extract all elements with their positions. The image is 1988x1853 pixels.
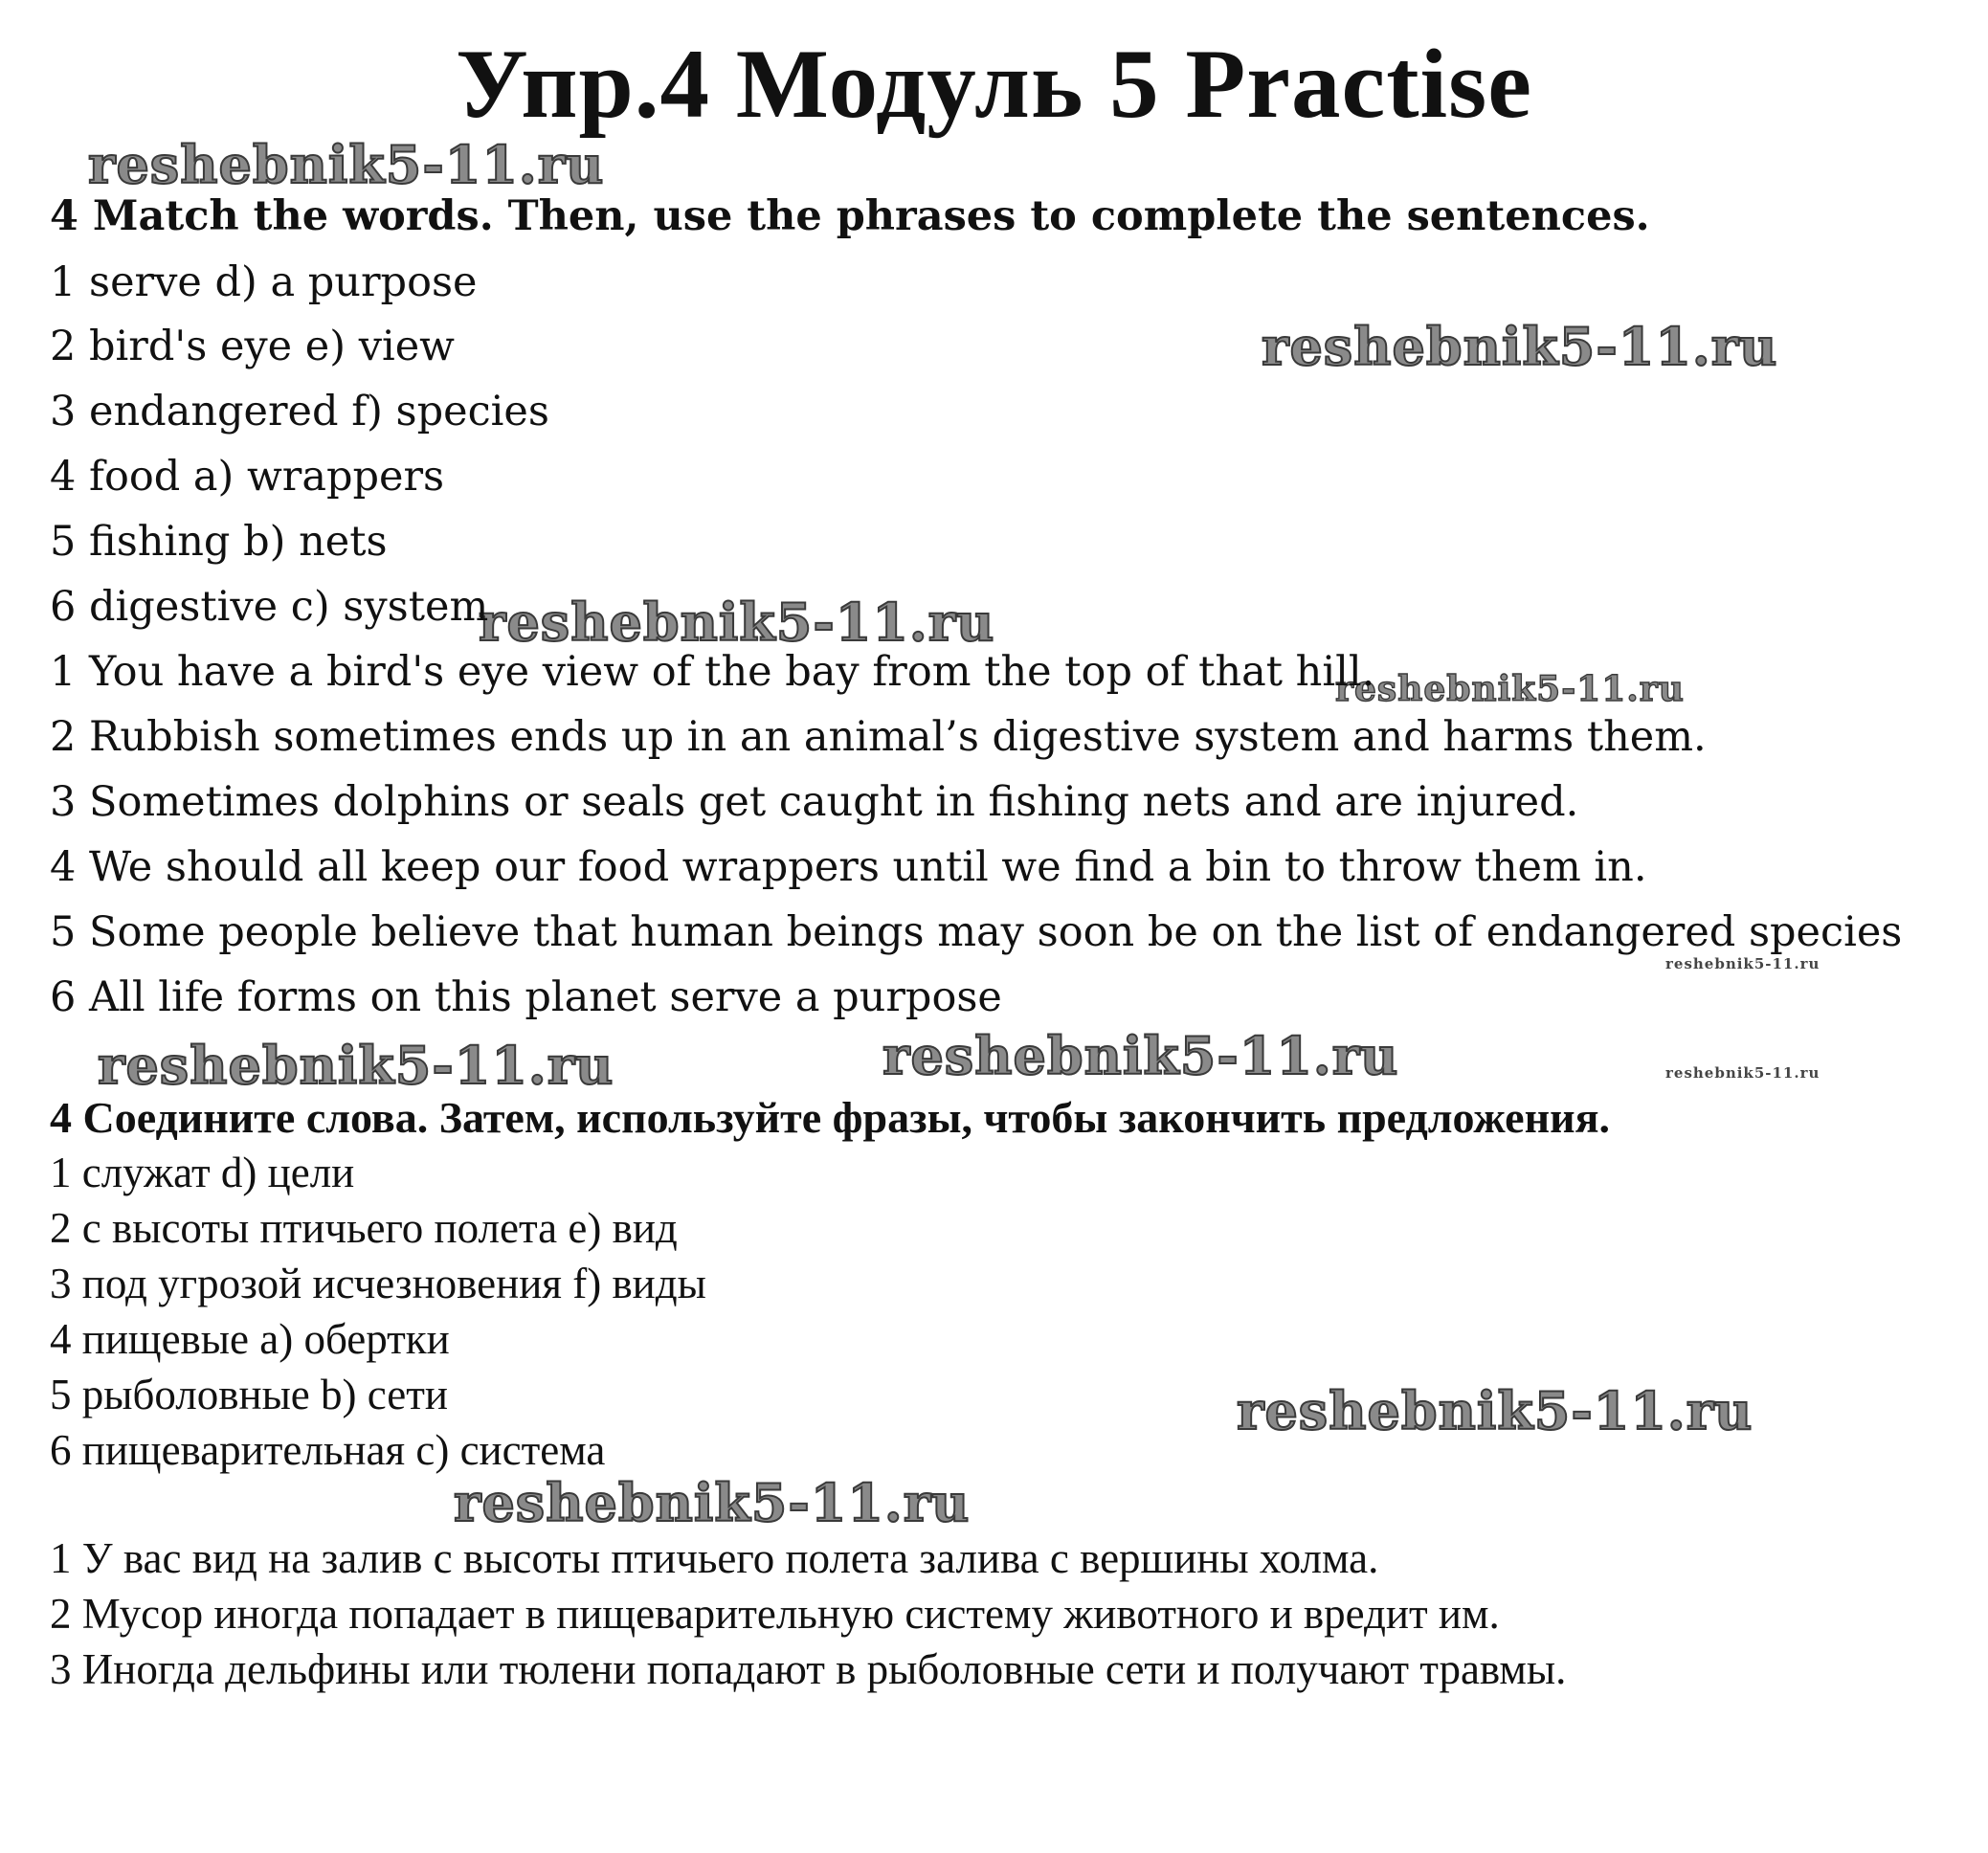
russian-pair: 6 пищеварительная c) система: [50, 1426, 606, 1474]
watermark: reshebnik5-11.ru: [882, 1025, 1399, 1086]
russian-pair: 1 служат d) цели: [50, 1149, 355, 1196]
english-sentence: 1 You have a bird's eye view of the bay from the top of that hill.: [50, 648, 1375, 696]
russian-pair: 2 с высоты птичьего полета e) вид: [50, 1204, 678, 1252]
russian-sentence: 1 У вас вид на залив с высоты птичьего полета залива с вершины холма.: [50, 1534, 1379, 1582]
english-pair: 6 digestive c) system: [50, 583, 489, 631]
english-task-heading: 4 Match the words. Then, use the phrases to complete the sentences.: [50, 192, 1650, 240]
english-pair: 3 endangered f) species: [50, 388, 549, 435]
watermark: reshebnik5-11.ru: [1237, 1380, 1753, 1441]
english-pair: 2 bird's eye e) view: [50, 323, 455, 370]
watermark: reshebnik5-11.ru: [88, 134, 605, 195]
english-pair: 5 fishing b) nets: [50, 518, 388, 566]
watermark: reshebnik5-11.ru: [454, 1472, 971, 1533]
russian-sentence: 2 Мусор иногда попадает в пищеварительную систему животного и вредит им.: [50, 1590, 1500, 1638]
watermark: reshebnik5-11.ru: [1665, 1064, 1820, 1082]
page-title: Упр.4 Модуль 5 Practise: [456, 30, 1532, 139]
russian-pair: 4 пищевые a) обертки: [50, 1315, 450, 1363]
english-sentence: 2 Rubbish sometimes ends up in an animal’s digestive system and harms them.: [50, 713, 1707, 761]
watermark: reshebnik5-11.ru: [1262, 316, 1778, 377]
russian-sentence: 3 Иногда дельфины или тюлени попадают в рыболовные сети и получают травмы.: [50, 1645, 1567, 1693]
english-pair: 1 serve d) a purpose: [50, 258, 478, 306]
english-sentence: 3 Sometimes dolphins or seals get caught in fishing nets and are injured.: [50, 778, 1579, 826]
watermark: reshebnik5-11.ru: [98, 1035, 614, 1096]
english-sentence: 4 We should all keep our food wrappers until we find a bin to throw them in.: [50, 843, 1647, 891]
english-pair: 4 food a) wrappers: [50, 453, 445, 501]
watermark: reshebnik5-11.ru: [1335, 669, 1685, 709]
russian-task-heading: 4 Соедините слова. Затем, используйте фразы, чтобы закончить предложения.: [50, 1093, 1610, 1142]
russian-pair: 5 рыболовные b) сети: [50, 1371, 449, 1418]
russian-pair: 3 под угрозой исчезновения f) виды: [50, 1260, 706, 1307]
watermark: reshebnik5-11.ru: [479, 592, 995, 653]
english-sentence: 6 All life forms on this planet serve a purpose: [50, 973, 1002, 1021]
watermark: reshebnik5-11.ru: [1665, 955, 1820, 972]
english-sentence: 5 Some people believe that human beings may soon be on the list of endangered species: [50, 908, 1903, 956]
